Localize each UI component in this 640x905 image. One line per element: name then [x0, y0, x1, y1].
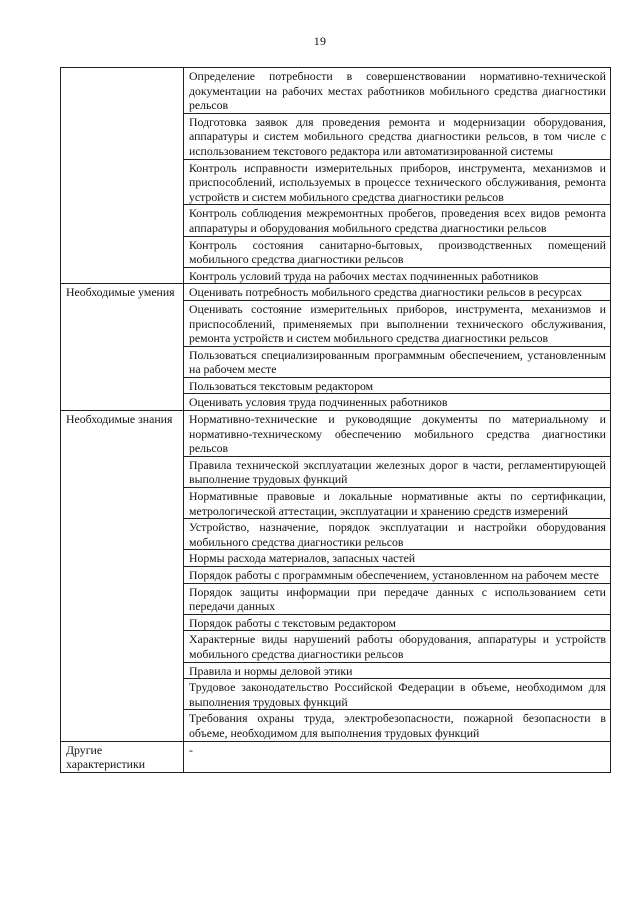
section-label-knowledge: Необходимые знания — [61, 411, 184, 741]
table-row — [61, 411, 611, 457]
table-cell: Порядок защиты информации при передаче данных с использованием сети передачи данных — [184, 583, 611, 614]
table-cell: Порядок работы с программным обеспечением, установленном на рабочем месте — [184, 567, 611, 584]
table-cell: - — [184, 741, 611, 772]
table-cell: Нормативные правовые и локальные нормативные акты по сертификации, метрологической аттестации, эксплуатации и хранению средств измерений — [184, 488, 611, 519]
requirements-table-body — [61, 68, 611, 773]
table-cell: Пользоваться текстовым редактором — [184, 377, 611, 394]
table-cell: Контроль условий труда на рабочих местах подчиненных работников — [184, 267, 611, 284]
table-cell: Характерные виды нарушений работы оборудования, аппаратуры и устройств мобильного средства диагностики рельсов — [184, 631, 611, 662]
table-cell: Определение потребности в совершенствовании нормативно-технической документации на рабочих местах работников мобильного средства диагностики рельсов — [184, 68, 611, 114]
table-cell: Нормативно-технические и руководящие документы по материальному и нормативно-техническому обеспечению мобильного средства диагностики рельсов — [184, 411, 611, 457]
table-cell: Порядок работы с текстовым редактором — [184, 614, 611, 631]
table-cell: Правила технической эксплуатации железных дорог в части, регламентирующей выполнение трудовых функций — [184, 456, 611, 487]
page-number: 19 — [313, 34, 327, 48]
table-cell: Пользоваться специализированным программным обеспечением, установленным на рабочем месте — [184, 346, 611, 377]
table-cell: Правила и нормы деловой этики — [184, 662, 611, 679]
section-label-skills: Необходимые умения — [61, 284, 184, 411]
table-cell: Оценивать условия труда подчиненных работников — [184, 394, 611, 411]
table-cell: Контроль состояния санитарно-бытовых, производственных помещений мобильного средства диагностики рельсов — [184, 236, 611, 267]
section-label-other: Другие характеристики — [61, 741, 184, 772]
table-row — [61, 68, 611, 114]
table-cell: Подготовка заявок для проведения ремонта и модернизации оборудования, аппаратуры и систем мобильного средства диагностики рельсов, в том числе с использованием текстового редактора или автоматизированной системы — [184, 113, 611, 159]
table-row — [61, 284, 611, 301]
table-cell: Трудовое законодательство Российской Федерации в объеме, необходимом для выполнения трудовых функций — [184, 679, 611, 710]
table-cell: Оценивать потребность мобильного средства диагностики рельсов в ресурсах — [184, 284, 611, 301]
table-row — [61, 741, 611, 772]
table-cell: Оценивать состояние измерительных приборов, инструмента, механизмов и приспособлений, применяемых при выполнении технического обслуживания, ремонта устройств и систем мобильного средства диагностики рельсов — [184, 300, 611, 346]
table-cell: Контроль исправности измерительных приборов, инструмента, механизмов и приспособлений, используемых в процессе технического обслуживания, ремонта устройств и систем мобильного средства диагностики рельсов — [184, 159, 611, 205]
table-cell: Контроль соблюдения межремонтных пробегов, проведения всех видов ремонта аппаратуры и оборудования мобильного средства диагностики рельсов — [184, 205, 611, 236]
table-cell: Нормы расхода материалов, запасных частей — [184, 550, 611, 567]
requirements-table — [60, 67, 611, 773]
section-label — [61, 68, 184, 284]
table-cell: Устройство, назначение, порядок эксплуатации и настройки оборудования мобильного средства диагностики рельсов — [184, 519, 611, 550]
table-cell: Требования охраны труда, электробезопасности, пожарной безопасности в объеме, необходимом для выполнения трудовых функций — [184, 710, 611, 741]
